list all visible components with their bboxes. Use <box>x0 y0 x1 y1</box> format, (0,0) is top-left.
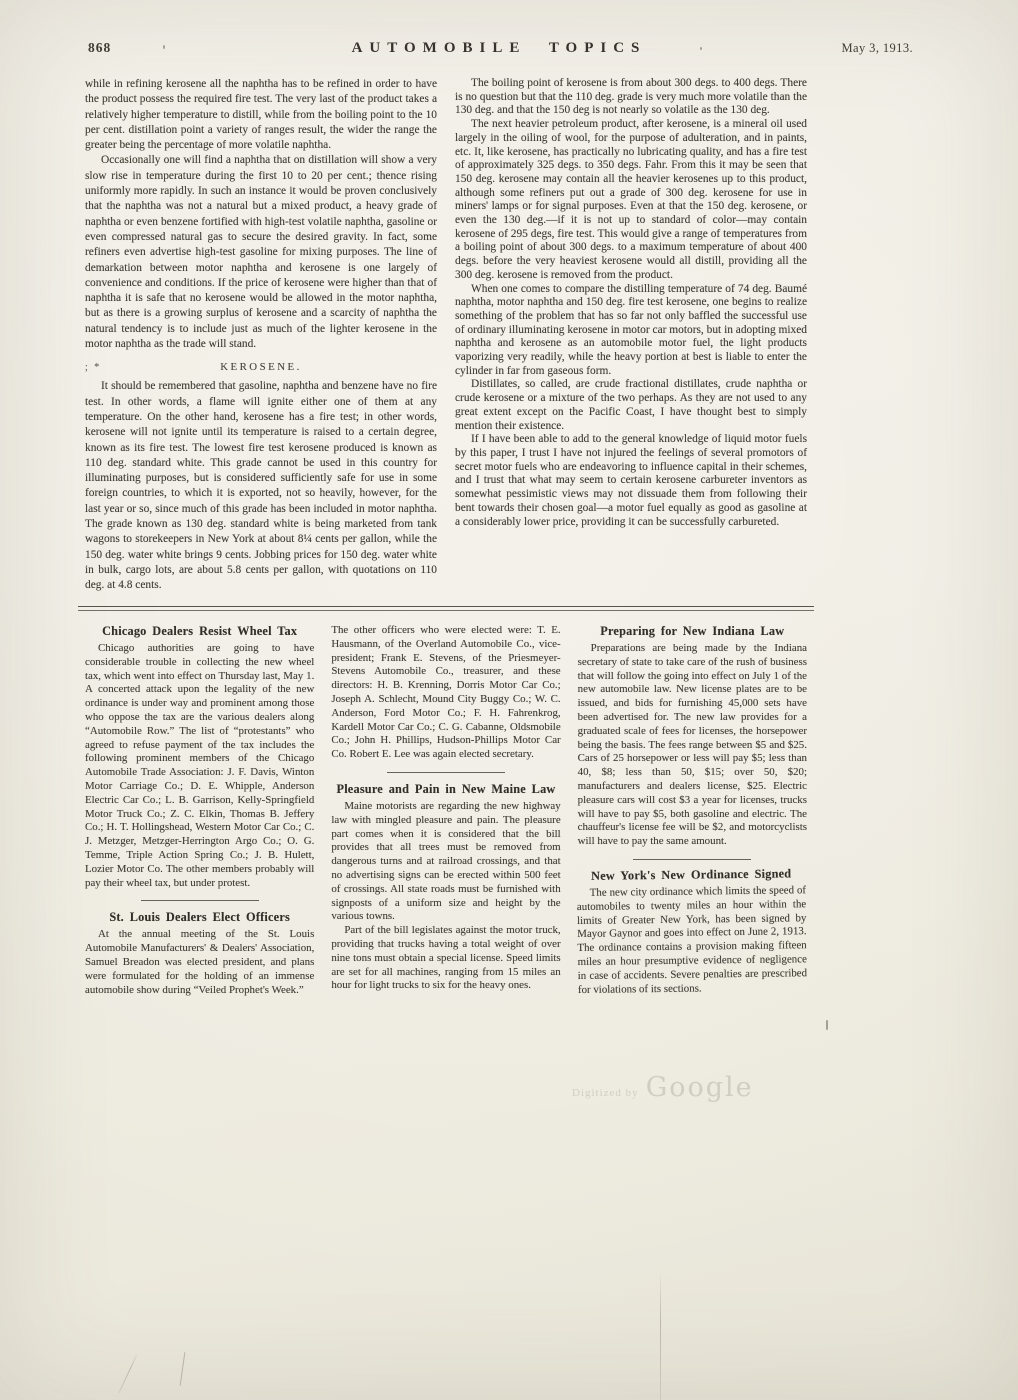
news-column-2 <box>331 624 560 997</box>
article-body: Preparations are being made by the Indiana secretary of state to take care of the rush of business that will follow the going into effect on July 1 of the new automobile law. New license plates are to be issued, and bids for furnishing 45,000 sets have been advertised for. The new law provides for a graduated scale of fees for licenses, the horsepower being the basis. The fees range between $5 and $25. Cars of 25 horsepower or less will pay $5; less than 40, $8; less than 50, $15; over 50, $20; manufacturers and dealers license, $25. Electric pleasure cars will cost $3 a year for licenses, trucks will have to pay $5, both gasoline and electric. The chauffeur's license fee will be $2, and motorcyclists will have to pay the same amount. <box>577 642 807 848</box>
article-heading: Chicago Dealers Resist Wheel Tax <box>102 624 298 638</box>
paragraph: Occasionally one will find a naphtha that on distillation will show a very slow rise in temperature during the first 10 to 20 per cent.; thence rising uniformly more rapidly. In such an instance it would be proven conclusively that the naphtha was not a natural but a mixed product, a heavy grade of naphtha or even benzene fortified with high-test volatile naphtha, gasoline or even compressed natural gas to secure the desired gravity. In fact, some refiners even advertise high-test gasoline for mixing purposes. The line of demarkation between motor naphtha and kerosene is one largely of convenience and conditions. If the price of kerosene were higher than that of naphtha it is safe that no kerosene would be allowed in the motor naphtha, but as there is a growing surplus of kerosene and a scarcity of naphtha the natural tendency is to include just as much of the lighter kerosene in the motor naphtha as the trade will stand. <box>85 154 437 351</box>
page-header <box>85 40 913 62</box>
section-heading-row <box>85 361 437 373</box>
article-divider-rule <box>633 859 751 860</box>
digitized-by-google-watermark <box>572 1072 754 1103</box>
article-divider-rule <box>141 900 259 901</box>
article-body: At the annual meeting of the St. Louis Automobile Manufacturers' & Dealers' Association, Samuel Breadon was elected president, and plans were formulated for the holding of an immense automobile show during “Veiled Prophet's Week.” <box>85 928 315 996</box>
article-heading: St. Louis Dealers Elect Officers <box>109 910 290 925</box>
section-divider-rule <box>78 606 814 611</box>
print-artifact: ; * <box>85 362 102 374</box>
page-number: 868 <box>88 40 112 55</box>
paper-scratch <box>180 1352 186 1386</box>
paragraph: When one comes to compare the distilling temperature of 74 deg. Baumé naphtha, motor naphtha and 150 deg. fire test kerosene, one begins to realize something of the problem that has so far not only baffled the successful use of ordinary illuminating kerosene in motor car motors, but in adopting mixed naphtha and kerosene as an automobile motor fuel, the light products vaporizing very readily, while the heavy portion at best is liable to enter the cylinder in far from gaseous form. <box>455 282 807 377</box>
article-heading: New York's New Ordinance Signed <box>590 866 792 883</box>
article-heading: Preparing for New Indiana Law <box>600 624 785 638</box>
paragraph: The boiling point of kerosene is from about 300 degs. to 400 degs. There is no question but that the 110 deg. grade is very much more volatile than the 130 deg. and that the 150 deg is not nearly so volatile as the 130 deg. <box>455 77 807 117</box>
paragraph: while in refining kerosene all the naphtha has to be refined in order to have the product possess the required fire test. The very last of the product takes a relatively higher temperature to distill, while from the boiling point to the 10 per cent. distillation point a variety of ranges result, the wider the range the greater being the percentage of more volatile naphtha. <box>85 78 437 152</box>
section-heading: KEROSENE. <box>220 361 302 374</box>
article-body-continuation: The other officers who were elected were: T. E. Hausmann, of the Overland Automobile Co., vice-president; Frank E. Stevens, of the Priesmeyer-Stevens Automobile Co., treasurer, and these directors: H. B. Krenning, Dorris Motor Car Co.; Joseph A. Schlecht, Mound City Buggy Co.; W. C. Anderson, Ford Motor Co.; F. H. Fahrenkrog, Kardell Motor Car Co.; C. G. Cabanne, Oldsmobile Co.; John H. Phillips, Hudson-Phillips Motor Car Co. Robert E. Lee was again elected secretary. <box>331 624 561 761</box>
ink-speck <box>163 45 165 49</box>
paper-crease <box>119 1352 139 1393</box>
paragraph: The next heavier petroleum product, after kerosene, is a mineral oil used largely in the oiling of wool, for the purpose of adulteration, and in paints, etc. It, like kerosene, has practically no lubricating quality, and has a fire test of approximately 325 degs. to 350 degs. Fahr. From this it may be seen that 150 deg. kerosene may contain all the heavier kerosenes up to this product, although some refiners put out a grade of 300 deg. kerosene for use in miners' lamps or for signal purposes. Even at that the 150 deg. kerosene, or even the 130 deg.—if it is not up to standard of color—may contain kerosene of 295 degs, fire test. This would give a range of temperatures from a boiling point of about 300 degs. to a maximum temperature of about 400 degs. before the very heaviest kerosene would all distill, providing all the 300 deg. kerosene is removed from the product. <box>455 118 807 281</box>
ink-speck <box>700 47 702 50</box>
news-column-1 <box>85 624 314 997</box>
paper-crease <box>660 1270 661 1400</box>
issue-date: May 3, 1913. <box>841 41 913 55</box>
paragraph: Distillates, so called, are crude fractional distillates, crude naphtha or crude kerosene or a mixture of the two perhaps. As they are not used to any great extent except on the Pacific Coast, I have thought best to simply mention their existence. <box>455 378 807 432</box>
google-logo-text: Google <box>645 1072 754 1103</box>
watermark-prefix: Digitized by <box>572 1087 639 1099</box>
lead-article-right-column <box>455 77 807 594</box>
skewed-article-block <box>576 866 807 997</box>
news-section <box>85 624 807 997</box>
article-body: Part of the bill legislates against the motor truck, providing that trucks having a total weight of over nine tons must obtain a special license. Speed limits are set for all machines, ranging from 15 miles an hour for light trucks to six for the heavy ones. <box>331 924 561 992</box>
ink-speck <box>826 1020 828 1030</box>
paragraph: If I have been able to add to the general knowledge of liquid motor fuels by this paper, I trust I have not injured the feelings of several promotors of secret motor fuels who are endeavoring to influence capital in their schemes, and I trust that what may seem to certain kerosene carbureter inventors as somewhat pessimistic views may not dissuade them from following their bent towards their chosen goal—a motor fuel equally as good as gasoline at a considerably lower price, providing it can be successfully carbureted. <box>455 433 807 528</box>
article-divider-rule <box>387 772 505 773</box>
publication-title: AUTOMOBILE TOPICS <box>351 40 647 56</box>
lead-article-left-column <box>85 77 437 594</box>
article-heading: Pleasure and Pain in New Maine Law <box>336 781 556 796</box>
paragraph: It should be remembered that gasoline, naphtha and benzene have no fire test. In other words, a flame will ignite either one of them at any temperature. On the other hand, kerosene has a fire test; in other words, kerosene will not ignite until its temperature is raised to a certain degree, known as its fire test. The lowest fire test kerosene produced is known as 110 deg. standard white. This grade cannot be used in this country for illuminating purposes, but is considered sufficiently safe for use in some foreign countries, to which it is exported, not so heavily, however, for the last year or so, since much of this grade has been included in motor naphtha. The grade known as 130 deg. standard white is being marketed from tank wagons to storekeepers in New York at about 8¼ cents per gallon, while the 150 deg. water white brings 9 cents. Jobbing prices for 150 deg. water white in bulk, cargo lots, are about 5.8 cents per gallon, with quotations on 110 deg. at 4.8 cents. <box>85 380 437 592</box>
article-body: Maine motorists are regarding the new highway law with mingled pleasure and pain. The pleasure part comes when it is considered that the bill provides that all trees must be removed from dangerous turns and at railroad crossings, and that no advertising signs can be erected within 500 feet of crossings. All state roads must be furnished with signposts of a uniform size and height by the various towns. <box>331 799 561 923</box>
lead-article <box>85 77 807 594</box>
news-column-3 <box>578 624 807 997</box>
article-body: Chicago authorities are going to have considerable trouble in collecting the new wheel tax, which went into effect on Thursday last, May 1. A concerted attack upon the legality of the new ordinance is under way and prominent among those who oppose the tax are the various dealers along “Automobile Row.” The list of “protestants” who agreed to refuse payment of the tax includes the following prominent members of the Chicago Automobile Trade Association: J. F. Davis, Winton Motor Carriage Co.; D. E. Whipple, Anderson Electric Car Co.; L. B. Garrison, Kelly-Springfield Motor Truck Co.; Z. C. Elkin, Thomas B. Jeffery Co.; H. T. Hollingshead, Western Motor Car Co.; C. J. Metzger, Metzger-Herrington Argo Co.; O. G. Temme, Triple Action Spring Co.; J. B. Hulett, Lozier Motor Co. The other members probably will pay their wheel tax, but under protest. <box>85 642 315 889</box>
article-body: The new city ordinance which limits the speed of automobiles to twenty miles an hour within the limits of Greater New York, has been signed by Mayor Gaynor and goes into effect on June 2, 1913. The ordinance contains a provision making fifteen miles an hour presumptive evidence of negligence in case of accidents. Severe penalties are prescribed for violations of its sections. <box>576 884 807 996</box>
